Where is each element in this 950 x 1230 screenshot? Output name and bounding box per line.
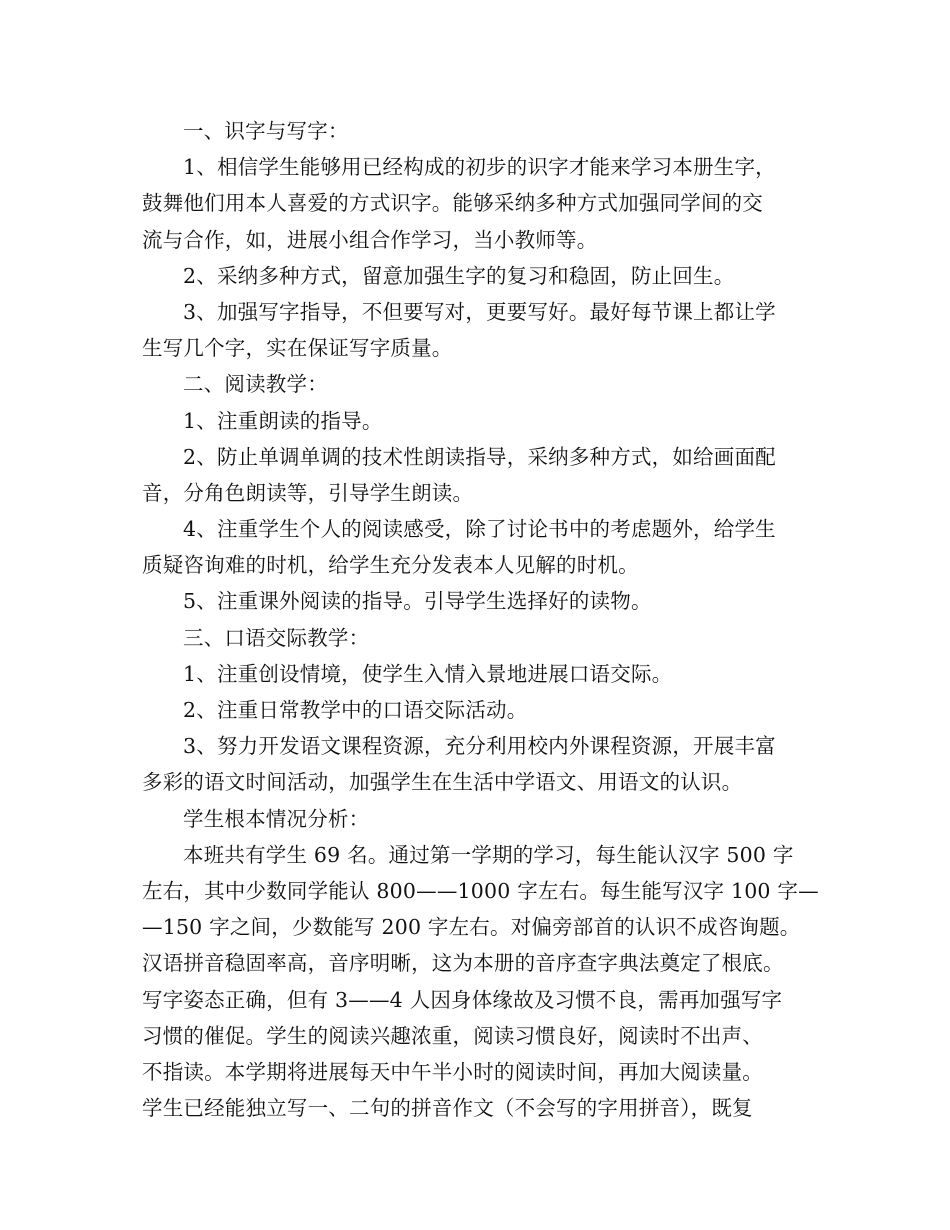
text-line: 2、注重日常教学中的口语交际活动。 bbox=[183, 698, 528, 722]
text-line: 二、阅读教学： bbox=[183, 372, 328, 397]
text-line: 1、注重朗读的指导。 bbox=[183, 408, 383, 433]
text-line: 2、防止单调单调的技术性朗读指导，采纳多种方式，如给画面配 bbox=[183, 444, 776, 469]
text-line: 流与合作，如，进展小组合作学习，当小教师等。 bbox=[142, 227, 598, 252]
text-line: 音，分角色朗读等，引导学生朗读。 bbox=[142, 480, 474, 505]
text-line: 5、注重课外阅读的指导。引导学生选择好的读物。 bbox=[183, 589, 652, 614]
text-line: 4、注重学生个人的阅读感受，除了讨论书中的考虑题外，给学生 bbox=[183, 517, 776, 542]
text-line: —150 字之间，少数能写 200 字左右。对偏旁部首的认识不成咨询题。 bbox=[142, 915, 801, 940]
text-line: 不指读。本学期将进展每天中午半小时的阅读时间，再加大阅读量。 bbox=[142, 1059, 763, 1084]
document-body bbox=[142, 113, 822, 1126]
text-line: 学生根本情况分析： bbox=[183, 806, 370, 831]
text-line: 3、加强写字指导，不但要写对，更要写好。最好每节课上都让学 bbox=[183, 299, 776, 324]
text-line: 多彩的语文时间活动，加强学生在生活中学语文、用语文的认识。 bbox=[142, 770, 743, 795]
text-line: 三、口语交际教学： bbox=[183, 625, 370, 650]
text-line: 生写几个字，实在保证写字质量。 bbox=[142, 336, 453, 361]
text-line: 质疑咨询难的时机，给学生充分发表本人见解的时机。 bbox=[142, 553, 639, 578]
text-line: 1、相信学生能够用已经构成的初步的识字才能来学习本册生字， bbox=[183, 155, 776, 180]
text-line: 左右，其中少数同学能认 800——1000 字左右。每生能写汉字 100 字— bbox=[142, 878, 819, 903]
text-line: 汉语拼音稳固率高，音序明晰，这为本册的音序查字典法奠定了根底。 bbox=[142, 951, 784, 976]
text-line: 本班共有学生 69 名。通过第一学期的学习，每生能认汉字 500 字 bbox=[183, 842, 794, 867]
text-line: 3、努力开发语文课程资源，充分利用校内外课程资源，开展丰富 bbox=[183, 734, 776, 759]
text-line: 2、采纳多种方式，留意加强生字的复习和稳固，防止回生。 bbox=[183, 263, 735, 288]
text-line: 写字姿态正确，但有 3——4 人因身体缘故及习惯不良，需再加强写字 bbox=[142, 987, 783, 1012]
text-line: 1、注重创设情境，使学生入情入景地进展口语交际。 bbox=[183, 661, 673, 686]
text-line: 一、识字与写字： bbox=[183, 119, 349, 143]
text-line: 习惯的催促。学生的阅读兴趣浓重，阅读习惯良好，阅读时不出声、 bbox=[142, 1023, 763, 1048]
text-line: 学生已经能独立写一、二句的拼音作文（不会写的字用拼音），既复 bbox=[142, 1096, 753, 1121]
text-line: 鼓舞他们用本人喜爱的方式识字。能够采纳多种方式加强同学间的交 bbox=[142, 191, 763, 216]
